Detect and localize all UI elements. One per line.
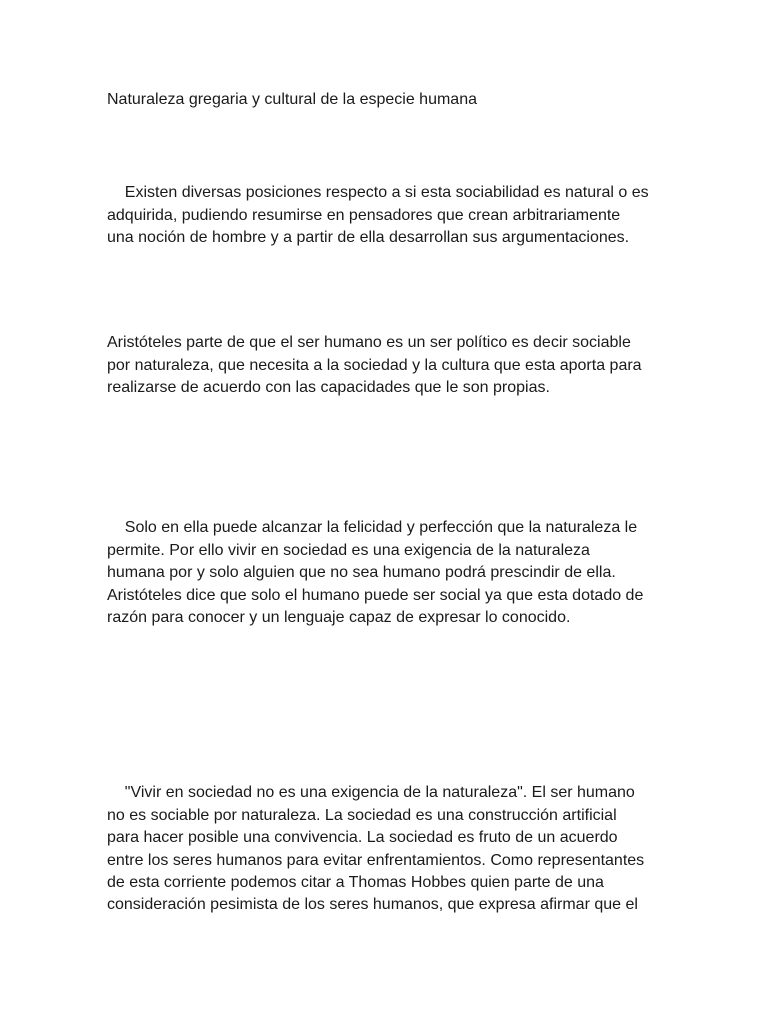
paragraph-line: permite. Por ello vivir en sociedad es una exigencia de la naturaleza — [107, 541, 590, 559]
paragraph-line: realizarse de acuerdo con las capacidades que le son propias. — [107, 379, 550, 397]
paragraph-1 — [107, 160, 667, 294]
paragraph-line: Aristóteles parte de que el ser humano es un ser político es decir sociable — [107, 334, 631, 352]
paragraph-line: por naturaleza, que necesita a la sociedad y la cultura que esta aporta para — [107, 356, 642, 374]
paragraph-line: Existen diversas posiciones respecto a si esta sociabilidad es natural o es — [107, 184, 649, 202]
paragraph-line: razón para conocer y un lenguaje capaz de expresar lo conocido. — [107, 609, 571, 627]
document-title — [107, 89, 667, 111]
paragraph-line: de esta corriente podemos citar a Thomas Hobbes quien parte de una — [107, 874, 604, 892]
title-text: Naturaleza gregaria y cultural de la especie humana — [107, 91, 477, 108]
paragraph-line: entre los seres humanos para evitar enfrentamientos. Como representantes — [107, 851, 645, 869]
paragraph-line: consideración pesimista de los seres humanos, que expresa afirmar que el — [107, 896, 638, 914]
paragraph-2 — [107, 310, 667, 444]
paragraph-3 — [107, 495, 667, 674]
paragraph-line: adquirida, pudiendo resumirse en pensadores que crean arbitrariamente — [107, 206, 621, 224]
paragraph-line: Solo en ella puede alcanzar la felicidad y perfección que la naturaleza le — [107, 519, 638, 537]
paragraph-line: "Vivir en sociedad no es una exigencia de la naturaleza". El ser humano — [107, 784, 635, 802]
paragraph-line: una noción de hombre y a partir de ella desarrollan sus argumentaciones. — [107, 229, 630, 247]
paragraph-line: para hacer posible una convivencia. La sociedad es fruto de un acuerdo — [107, 829, 618, 847]
paragraph-line: no es sociable por naturaleza. La sociedad es una construcción artificial — [107, 806, 617, 824]
paragraph-line: Aristóteles dice que solo el humano puede ser social ya que esta dotado de — [107, 586, 644, 604]
paragraph-line: humana por y solo alguien que no sea humano podrá prescindir de ella. — [107, 564, 616, 582]
paragraph-4 — [107, 760, 667, 962]
